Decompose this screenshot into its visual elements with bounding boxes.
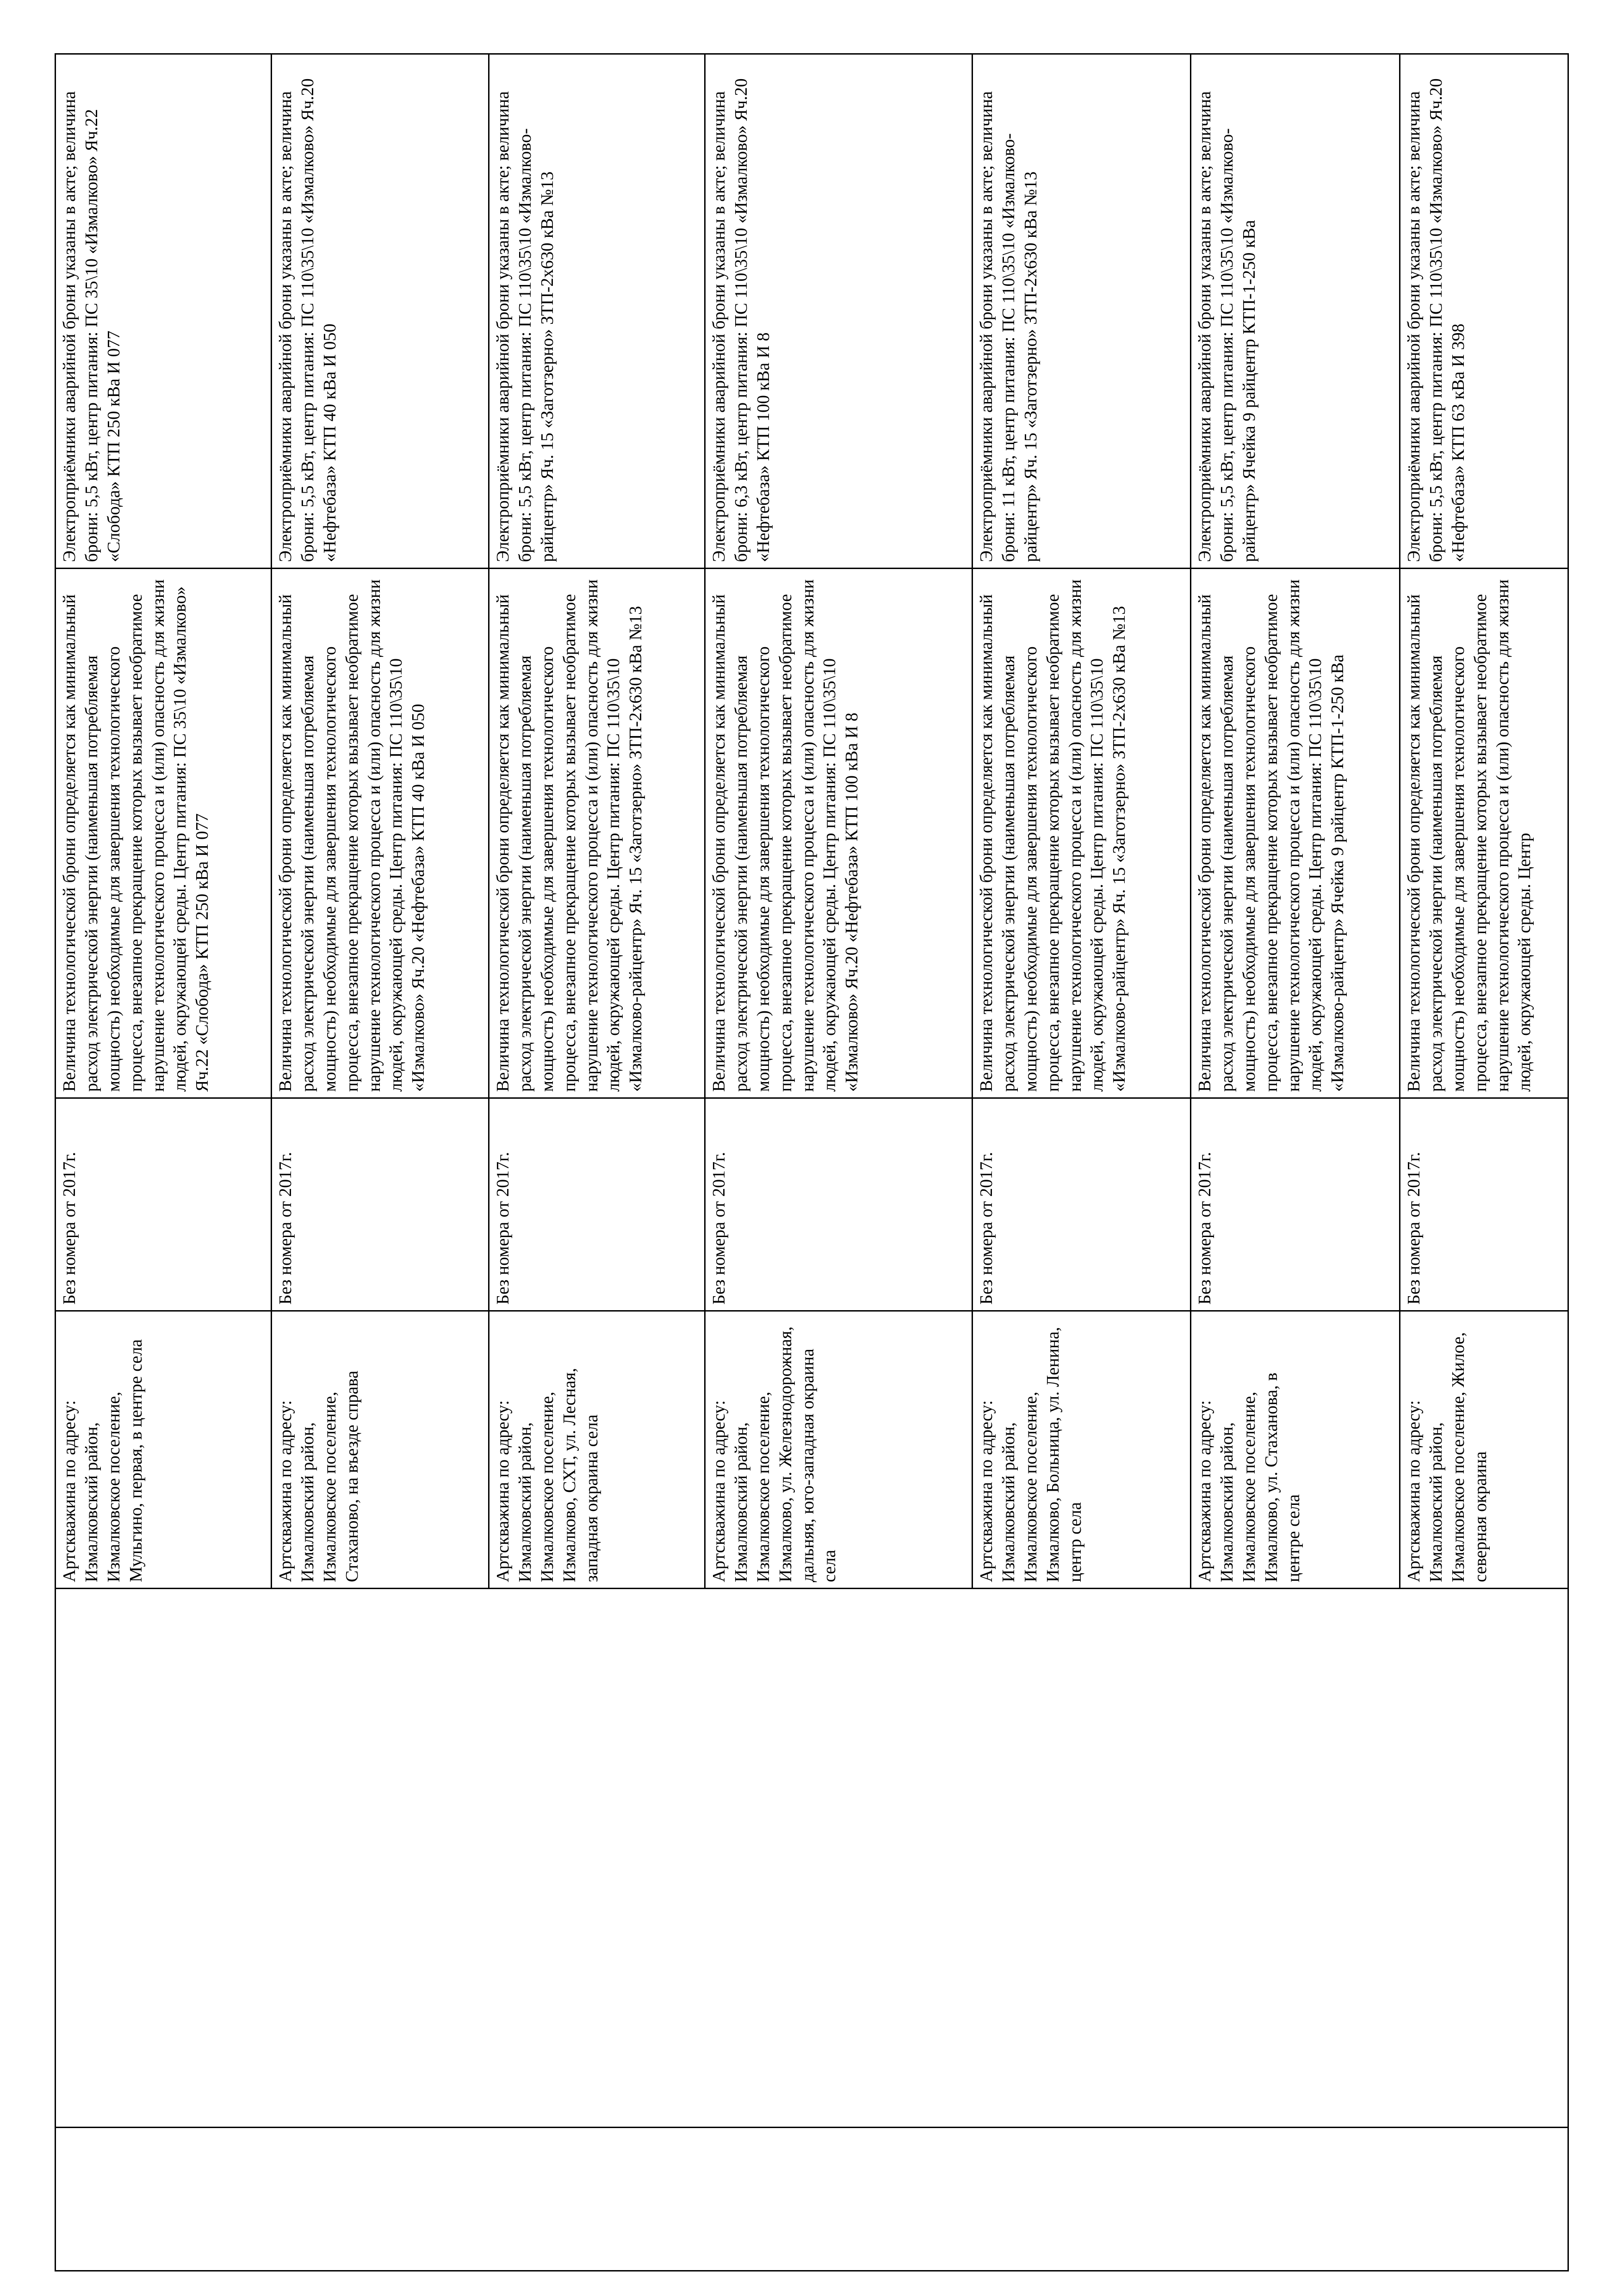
tech-reserve-cell: Величина технологической брони определяется как минимальный расход электрической энергии (наименьшая потребляемая мощность) необходимые для завершения технологического процесса, внезапное прекращение которых вызывает необратимое нарушение технологического процесса и (или) опасность для жизни людей, окружающей среды. Центр питания: ПС 110\35\10 «Измалково» Яч.20 «Нефтебаза» КТП 40 кВа И 050 bbox=[272, 569, 489, 1098]
emergency-reserve-cell: Электроприёмники аварийной брони указаны в акте; величина брони: 5,5 кВт, центр питания: ПС 110\35\10 «Измалково-райцентр» Яч. 15 «Заготзерно» ЗТП-2х630 кВа №13 bbox=[489, 54, 705, 569]
consumer-name-cell bbox=[56, 1589, 1568, 2128]
address-cell: Артскважина по адресу: Измалковский район, Измалковское поселение, Измалково, ул. Железнодорожная, дальняя, юго-западная окраина села bbox=[705, 1311, 973, 1589]
document-cell: Без номера от 2017г. bbox=[56, 1098, 272, 1311]
emergency-reserve-cell: Электроприёмники аварийной брони указаны в акте; величина брони: 5,5 кВт, центр питания: ПС 35\10 «Измалково» Яч.22 «Слобода» КТП 250 кВа И 077 bbox=[56, 54, 272, 569]
reserve-table bbox=[55, 53, 1569, 2271]
table-row bbox=[56, 54, 272, 2271]
tech-reserve-cell: Величина технологической брони определяется как минимальный расход электрической энергии (наименьшая потребляемая мощность) необходимые для завершения технологического процесса, внезапное прекращение которых вызывает необратимое нарушение технологического процесса и (или) опасность для жизни людей, окружающей среды. Центр питания: ПС 110\35\10 «Измалково-райцентр» Яч. 15 «Заготзерно» ЗТП-2х630 кВа №13 bbox=[489, 569, 705, 1098]
emergency-reserve-cell: Электроприёмники аварийной брони указаны в акте; величина брони: 6,3 кВт, центр питания: ПС 110\35\10 «Измалково» Яч.20 «Нефтебаза» КТП 100 кВа И 8 bbox=[705, 54, 973, 569]
document-cell: Без номера от 2017г. bbox=[705, 1098, 973, 1311]
emergency-reserve-cell: Электроприёмники аварийной брони указаны в акте; величина брони: 11 кВт, центр питания: ПС 110\35\10 «Измалково-райцентр» Яч. 15 «Заготзерно» ЗТП-2х630 кВа №13 bbox=[973, 54, 1191, 569]
row-number-cell bbox=[56, 2128, 1568, 2271]
document-cell: Без номера от 2017г. bbox=[489, 1098, 705, 1311]
address-cell: Артскважина по адресу: Измалковский район, Измалковское поселение, Измалково, Больница, ул. Ленина, центр села bbox=[973, 1311, 1191, 1589]
address-cell: Артскважина по адресу: Измалковский район, Измалковское поселение, Измалково, СХТ, ул. Лесная, западная окраина села bbox=[489, 1311, 705, 1589]
emergency-reserve-cell: Электроприёмники аварийной брони указаны в акте; величина брони: 5,5 кВт, центр питания: ПС 110\35\10 «Измалково» Яч.20 «Нефтебаза» КТП 40 кВа И 050 bbox=[272, 54, 489, 569]
tech-reserve-cell: Величина технологической брони определяется как минимальный расход электрической энергии (наименьшая потребляемая мощность) необходимые для завершения технологического процесса, внезапное прекращение которых вызывает необратимое нарушение технологического процесса и (или) опасность для жизни людей, окружающей среды. Центр питания: ПС 35\10 «Измалково» Яч.22 «Слобода» КТП 250 кВа И 077 bbox=[56, 569, 272, 1098]
tech-reserve-cell: Величина технологической брони определяется как минимальный расход электрической энергии (наименьшая потребляемая мощность) необходимые для завершения технологического процесса, внезапное прекращение которых вызывает необратимое нарушение технологического процесса и (или) опасность для жизни людей, окружающей среды. Центр bbox=[1400, 569, 1568, 1098]
rotated-page bbox=[55, 55, 1567, 2271]
address-cell: Артскважина по адресу: Измалковский район, Измалковское поселение, Жилое, северная окраина bbox=[1400, 1311, 1568, 1589]
address-cell: Артскважина по адресу: Измалковский район, Измалковское поселение, Стаханово, на въезде справа bbox=[272, 1311, 489, 1589]
document-cell: Без номера от 2017г. bbox=[973, 1098, 1191, 1311]
document-cell: Без номера от 2017г. bbox=[1400, 1098, 1568, 1311]
document-cell: Без номера от 2017г. bbox=[1191, 1098, 1400, 1311]
document-cell: Без номера от 2017г. bbox=[272, 1098, 489, 1311]
tech-reserve-cell: Величина технологической брони определяется как минимальный расход электрической энергии (наименьшая потребляемая мощность) необходимые для завершения технологического процесса, внезапное прекращение которых вызывает необратимое нарушение технологического процесса и (или) опасность для жизни людей, окружающей среды. Центр питания: ПС 110\35\10 «Измалково-райцентр» Ячейка 9 райцентр КТП-1-250 кВа bbox=[1191, 569, 1400, 1098]
emergency-reserve-cell: Электроприёмники аварийной брони указаны в акте; величина брони: 5,5 кВт, центр питания: ПС 110\35\10 «Измалково-райцентр» Ячейка 9 райцентр КТП-1-250 кВа bbox=[1191, 54, 1400, 569]
address-cell: Артскважина по адресу: Измалковский район, Измалковское поселение, Мульгино, первая, в центре села bbox=[56, 1311, 272, 1589]
tech-reserve-cell: Величина технологической брони определяется как минимальный расход электрической энергии (наименьшая потребляемая мощность) необходимые для завершения технологического процесса, внезапное прекращение которых вызывает необратимое нарушение технологического процесса и (или) опасность для жизни людей, окружающей среды. Центр питания: ПС 110\35\10 «Измалково» Яч.20 «Нефтебаза» КТП 100 кВа И 8 bbox=[705, 569, 973, 1098]
emergency-reserve-cell: Электроприёмники аварийной брони указаны в акте; величина брони: 5,5 кВт, центр питания: ПС 110\35\10 «Измалково» Яч.20 «Нефтебаза» КТП 63 кВа И 398 bbox=[1400, 54, 1568, 569]
address-cell: Артскважина по адресу: Измалковский район, Измалковское поселение, Измалково, ул. Стаханова, в центре села bbox=[1191, 1311, 1400, 1589]
tech-reserve-cell: Величина технологической брони определяется как минимальный расход электрической энергии (наименьшая потребляемая мощность) необходимые для завершения технологического процесса, внезапное прекращение которых вызывает необратимое нарушение технологического процесса и (или) опасность для жизни людей, окружающей среды. Центр питания: ПС 110\35\10 «Измалково-райцентр» Яч. 15 «Заготзерно» ЗТП-2х630 кВа №13 bbox=[973, 569, 1191, 1098]
